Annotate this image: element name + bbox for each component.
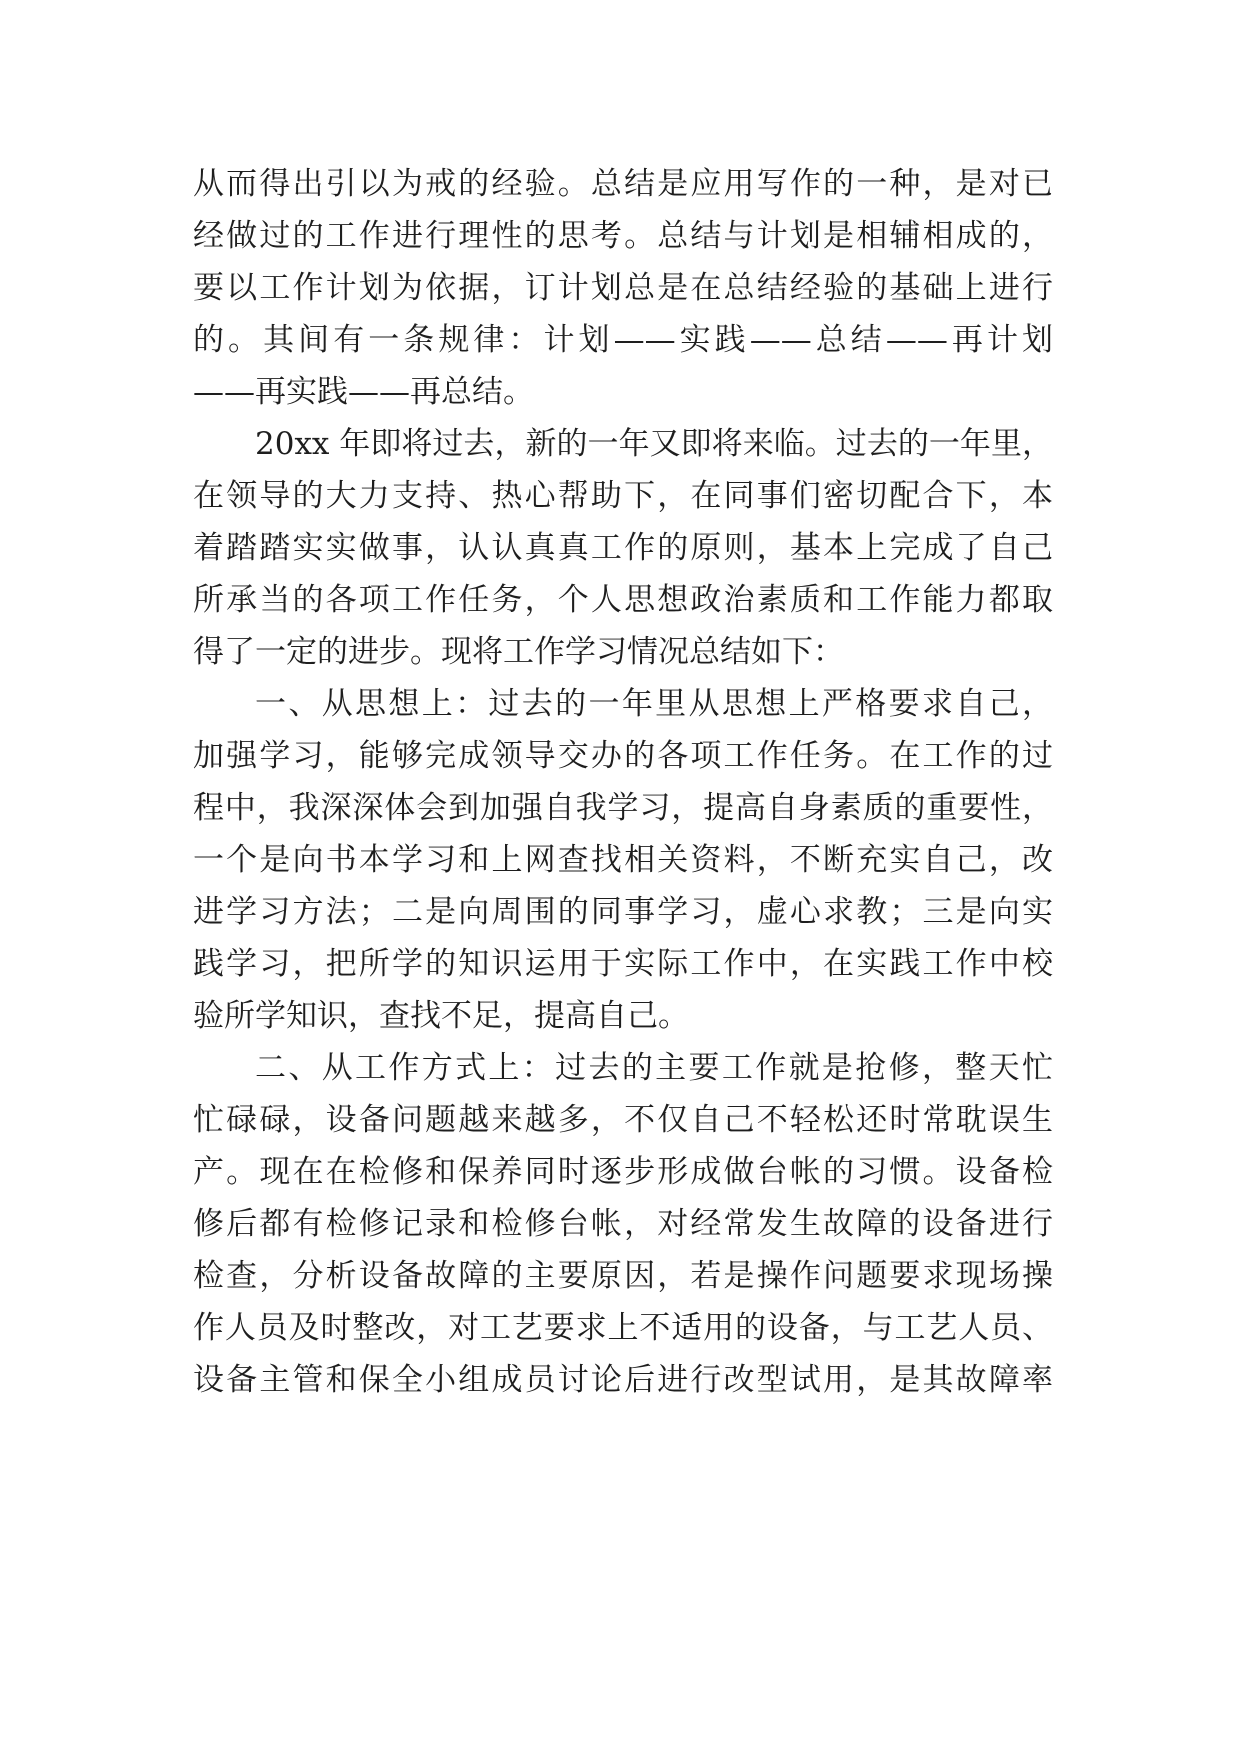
- text-line: 一个是向书本学习和上网查找相关资料，不断充实自己，改: [193, 842, 1053, 878]
- text-line: 验所学知识，查找不足，提高自己。: [193, 998, 689, 1034]
- paragraph-year-review: [193, 418, 1053, 678]
- text-line: 经做过的工作进行理性的思考。总结与计划是相辅相成的，: [193, 218, 1053, 254]
- text-line: 忙碌碌，设备问题越来越多，不仅自己不轻松还时常耽误生: [193, 1102, 1053, 1138]
- text-line: 得了一定的进步。现将工作学习情况总结如下：: [193, 634, 844, 670]
- text-line: 要以工作计划为依据，订计划总是在总结经验的基础上进行: [193, 270, 1053, 306]
- paragraph-section-one: [193, 678, 1053, 1042]
- text-line: 的。其间有一条规律：计划——实践——总结——再计划: [193, 322, 1053, 358]
- text-line: 践学习，把所学的知识运用于实际工作中，在实践工作中校: [193, 946, 1053, 982]
- text-line: 一、从思想上：过去的一年里从思想上严格要求自己，: [255, 686, 1053, 722]
- text-line: 程中，我深深体会到加强自我学习，提高自身素质的重要性，: [193, 790, 1053, 826]
- text-line: 检查，分析设备故障的主要原因，若是操作问题要求现场操: [193, 1258, 1053, 1294]
- text-line: 设备主管和保全小组成员讨论后进行改型试用，是其故障率: [193, 1362, 1053, 1398]
- text-line: ——再实践——再总结。: [193, 374, 534, 410]
- text-line: 从而得出引以为戒的经验。总结是应用写作的一种，是对已: [193, 166, 1053, 202]
- text-line: 所承当的各项工作任务，个人思想政治素质和工作能力都取: [193, 582, 1053, 618]
- text-line: 着踏踏实实做事，认认真真工作的原则，基本上完成了自己: [193, 530, 1053, 566]
- text-line: 在领导的大力支持、热心帮助下，在同事们密切配合下，本: [193, 478, 1053, 514]
- text-line: 作人员及时整改，对工艺要求上不适用的设备，与工艺人员、: [193, 1310, 1053, 1346]
- document-body: [193, 158, 1053, 1406]
- text-line: 二、从工作方式上：过去的主要工作就是抢修，整天忙: [255, 1050, 1053, 1086]
- text-line: 产。现在在检修和保养同时逐步形成做台帐的习惯。设备检: [193, 1154, 1053, 1190]
- text-line: 修后都有检修记录和检修台帐，对经常发生故障的设备进行: [193, 1206, 1053, 1242]
- text-line: 20xx 年即将过去，新的一年又即将来临。过去的一年里，: [255, 426, 1053, 462]
- paragraph-intro-continuation: [193, 158, 1053, 418]
- text-line: 加强学习，能够完成领导交办的各项工作任务。在工作的过: [193, 738, 1053, 774]
- paragraph-section-two: [193, 1042, 1053, 1406]
- text-line: 进学习方法；二是向周围的同事学习，虚心求教；三是向实: [193, 894, 1053, 930]
